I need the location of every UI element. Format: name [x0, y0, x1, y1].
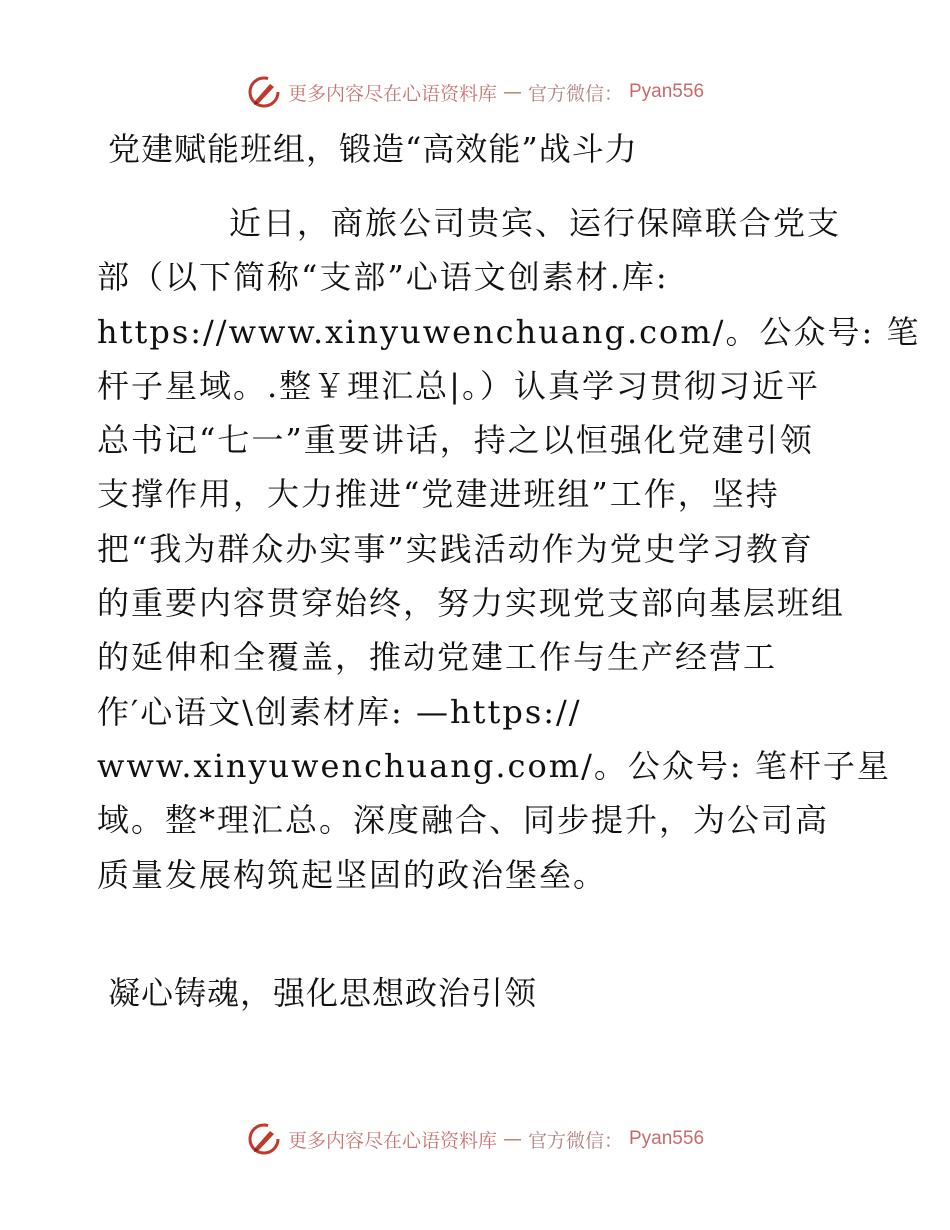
- pen-logo-icon: [246, 1121, 282, 1157]
- section-heading-2: 凝心铸魂，强化思想政治引领: [108, 974, 538, 1012]
- paragraph-line: 把“我为群众办实事”实践活动作为党史学习教育: [97, 529, 814, 568]
- paragraph-line: 域。整*理汇总。深度融合、同步提升，为公司高: [97, 801, 830, 840]
- banner-separator: —: [502, 1128, 522, 1150]
- banner-text: 更多内容尽在心语资料库: [287, 82, 497, 105]
- paragraph-line: 杆子星域。.整￥理汇总|。）认真学习贯彻习近平: [97, 366, 820, 405]
- paragraph-line: 总书记“七一”重要讲话，持之以恒强化党建引领: [97, 421, 814, 460]
- body-paragraph: [97, 196, 921, 902]
- paragraph-line: 部（以下简称“支部”心语文创素材.库:: [97, 258, 669, 297]
- banner-wechat-label: 官方微信：: [527, 82, 623, 105]
- paragraph-line: 近日，商旅公司贵宾、运行保障联合党支: [229, 204, 842, 242]
- footer-watermark-banner: [0, 1121, 950, 1157]
- header-watermark-banner: [0, 74, 950, 110]
- paragraph-line: www.xinyuwenchuang.com/。公众号: 笔杆子星: [97, 746, 891, 785]
- paragraph-line: 支撑作用，大力推进“党建进班组”工作，坚持: [97, 475, 780, 514]
- paragraph-line: https://www.xinyuwenchuang.com/。公众号: 笔: [97, 312, 921, 351]
- paragraph-line: 的延伸和全覆盖，推动党建工作与生产经营工: [97, 638, 778, 677]
- section-heading-1: 党建赋能班组，锻造“高效能”战斗力: [108, 130, 638, 168]
- banner-text: 更多内容尽在心语资料库: [287, 1129, 497, 1152]
- banner-wechat-label: 官方微信：: [527, 1129, 623, 1152]
- paragraph-line: 的重要内容贯穿始终，努力实现党支部向基层班组: [97, 584, 846, 623]
- banner-account: Pyan556: [629, 1128, 705, 1149]
- pen-logo-icon: [246, 74, 282, 110]
- paragraph-line: 作′心语文\创素材库: —https://: [97, 692, 582, 731]
- paragraph-line: 质量发展构筑起坚固的政治堡垒。: [97, 855, 608, 894]
- banner-account: Pyan556: [629, 81, 705, 102]
- banner-separator: —: [502, 81, 522, 103]
